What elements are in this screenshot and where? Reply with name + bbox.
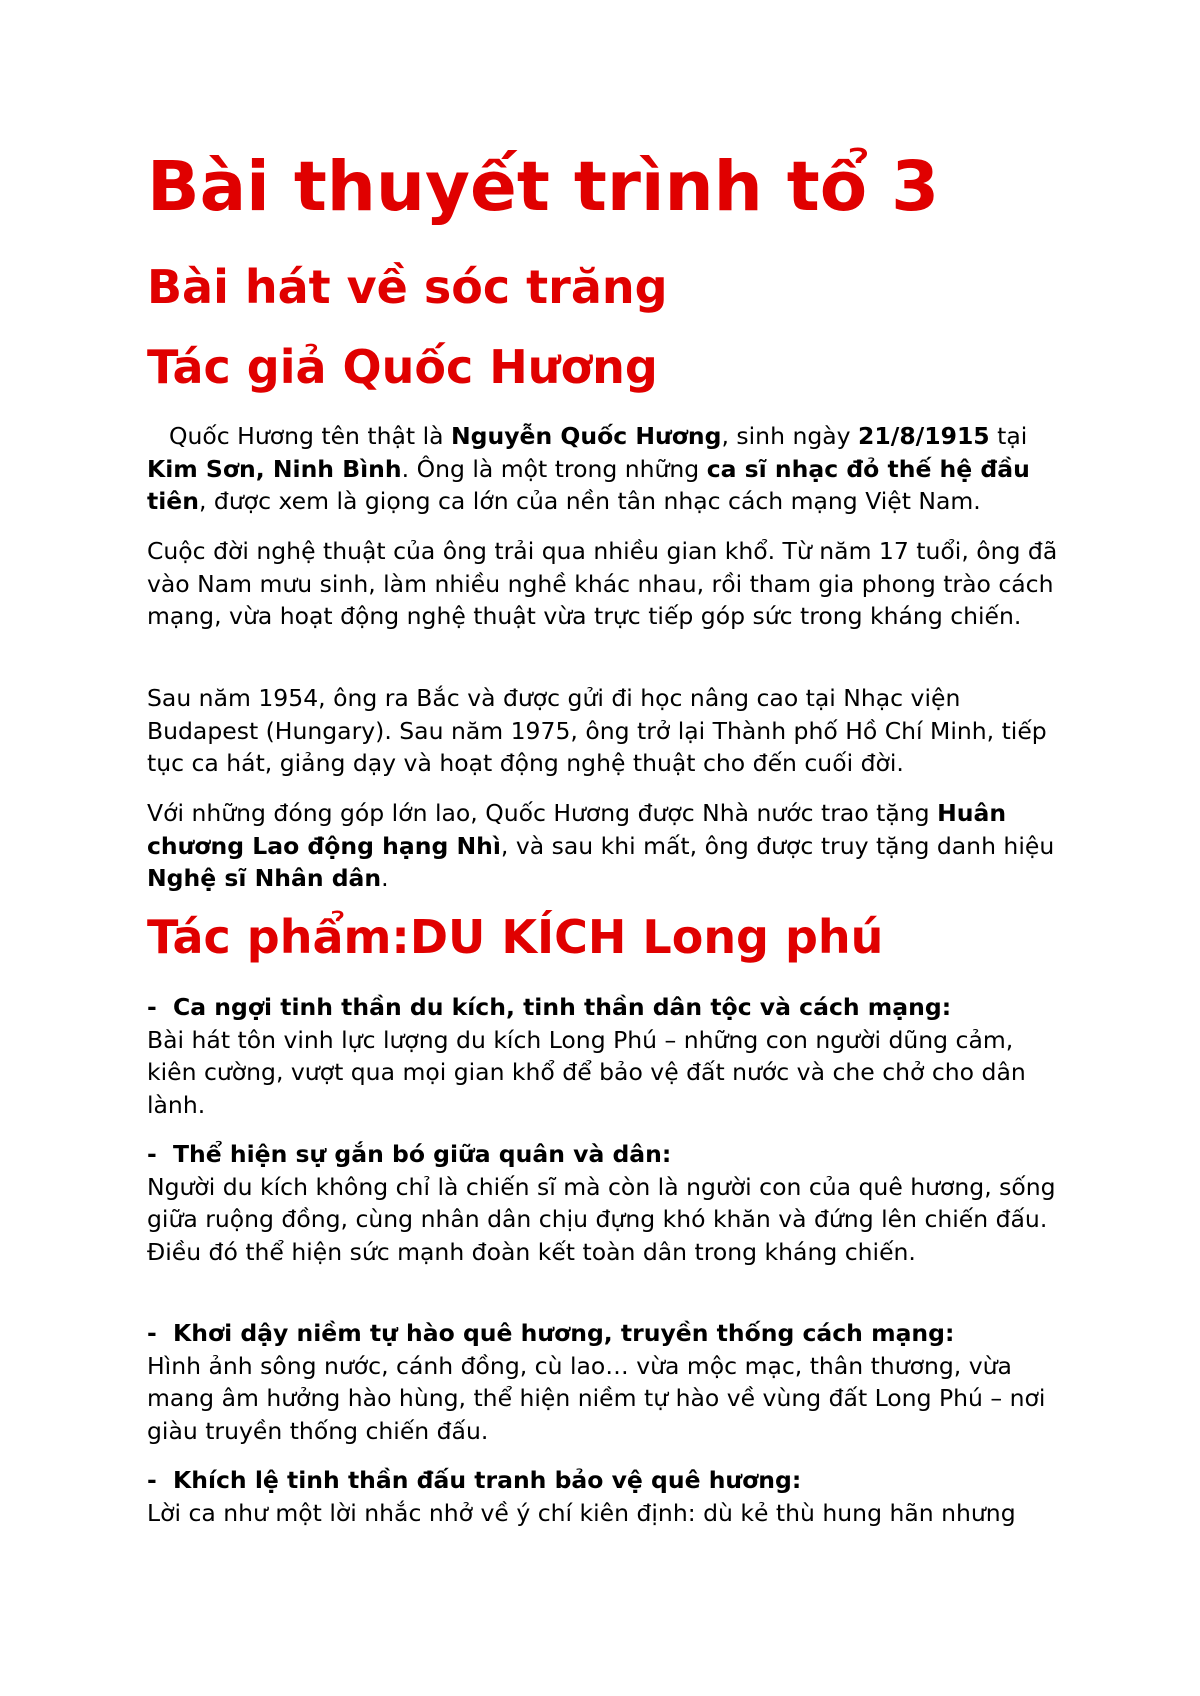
bullet-text: Hình ảnh sông nước, cánh đồng, cù lao… vừa mộc mạc, thân thương, vừa mang âm hưởng hào hùng, thể hiện niềm tự hào về vùng đất Long Phú – nơi giàu truyền thống chiến đấu. — [147, 1351, 1046, 1445]
bullet-dash: - — [147, 1466, 157, 1494]
bullet-text: Lời ca như một lời nhắc nhở về ý chí kiên định: dù kẻ thù hung hãn nhưng — [147, 1498, 1016, 1527]
bullet-item — [147, 1464, 1067, 1529]
text-run: , và sau khi mất, ông được truy tặng danh hiệu — [500, 831, 1055, 860]
bullet-item — [147, 1317, 1067, 1447]
text-run: , sinh ngày — [721, 422, 859, 450]
author-bio-paragraph-4 — [147, 797, 1067, 895]
text-run: Quốc Hương tên thật là — [169, 422, 452, 450]
text-run: . Ông là một trong những — [401, 454, 707, 483]
song-heading: Bài hát về sóc trăng — [147, 260, 668, 314]
bullet-item — [147, 991, 1067, 1121]
text-run: tại — [989, 422, 1028, 450]
author-bio-paragraph-2: Cuộc đời nghệ thuật của ông trải qua nhiều gian khổ. Từ năm 17 tuổi, ông đã vào Nam mưu sinh, làm nhiều nghề khác nhau, rồi tham gia phong trào cách mạng, vừa hoạt động nghệ thuật vừa trực tiếp góp sức trong kháng chiến. — [147, 537, 1058, 630]
bold-run: Huân chương Lao động hạng Nhì — [147, 799, 1007, 860]
bold-run: Nguyễn Quốc Hương — [451, 422, 722, 450]
author-bio-paragraph-1 — [147, 420, 1067, 518]
text-run: . — [381, 864, 389, 892]
bullet-heading: Ca ngợi tinh thần du kích, tinh thần dân tộc và cách mạng: — [173, 993, 952, 1021]
bold-run: 21/8/1915 — [858, 422, 990, 450]
text-run: Với những đóng góp lớn lao, Quốc Hương được Nhà nước trao tặng — [147, 799, 938, 827]
document-title: Bài thuyết trình tổ 3 — [147, 147, 940, 227]
bold-run: Kim Sơn, Ninh Bình — [147, 454, 402, 483]
bullet-heading: Thể hiện sự gắn bó giữa quân và dân: — [173, 1140, 672, 1168]
bullet-dash: - — [147, 1140, 157, 1168]
text-run: , được xem là giọng ca lớn của nền tân nhạc cách mạng Việt Nam. — [198, 487, 981, 515]
work-heading: Tác phẩm:DU KÍCH Long phú — [147, 910, 884, 964]
bold-run: ca sĩ nhạc đỏ thế hệ đầu tiên — [147, 454, 1030, 515]
bullet-item — [147, 1138, 1067, 1268]
bullet-heading: Khơi dậy niềm tự hào quê hương, truyền thống cách mạng: — [173, 1319, 955, 1347]
author-heading: Tác giả Quốc Hương — [147, 340, 658, 394]
bullet-dash: - — [147, 1319, 157, 1347]
bullet-text: Người du kích không chỉ là chiến sĩ mà còn là người con của quê hương, sống giữa ruộng đồng, cùng nhân dân chịu đựng khó khăn và đứng lên chiến đấu. Điều đó thể hiện sức mạnh đoàn kết toàn dân trong kháng chiến. — [147, 1172, 1056, 1266]
bold-run: Nghệ sĩ Nhân dân — [147, 864, 382, 892]
bullet-dash: - — [147, 993, 157, 1021]
bullet-heading: Khích lệ tinh thần đấu tranh bảo vệ quê hương: — [173, 1466, 802, 1494]
author-bio-paragraph-3: Sau năm 1954, ông ra Bắc và được gửi đi học nâng cao tại Nhạc viện Budapest (Hungary). Sau năm 1975, ông trở lại Thành phố Hồ Chí Minh, tiếp tục ca hát, giảng dạy và hoạt động nghệ thuật cho đến cuối đời. — [147, 684, 1047, 777]
bullet-text: Bài hát tôn vinh lực lượng du kích Long Phú – những con người dũng cảm, kiên cường, vượt qua mọi gian khổ để bảo vệ đất nước và che chở cho dân lành. — [147, 1025, 1026, 1119]
